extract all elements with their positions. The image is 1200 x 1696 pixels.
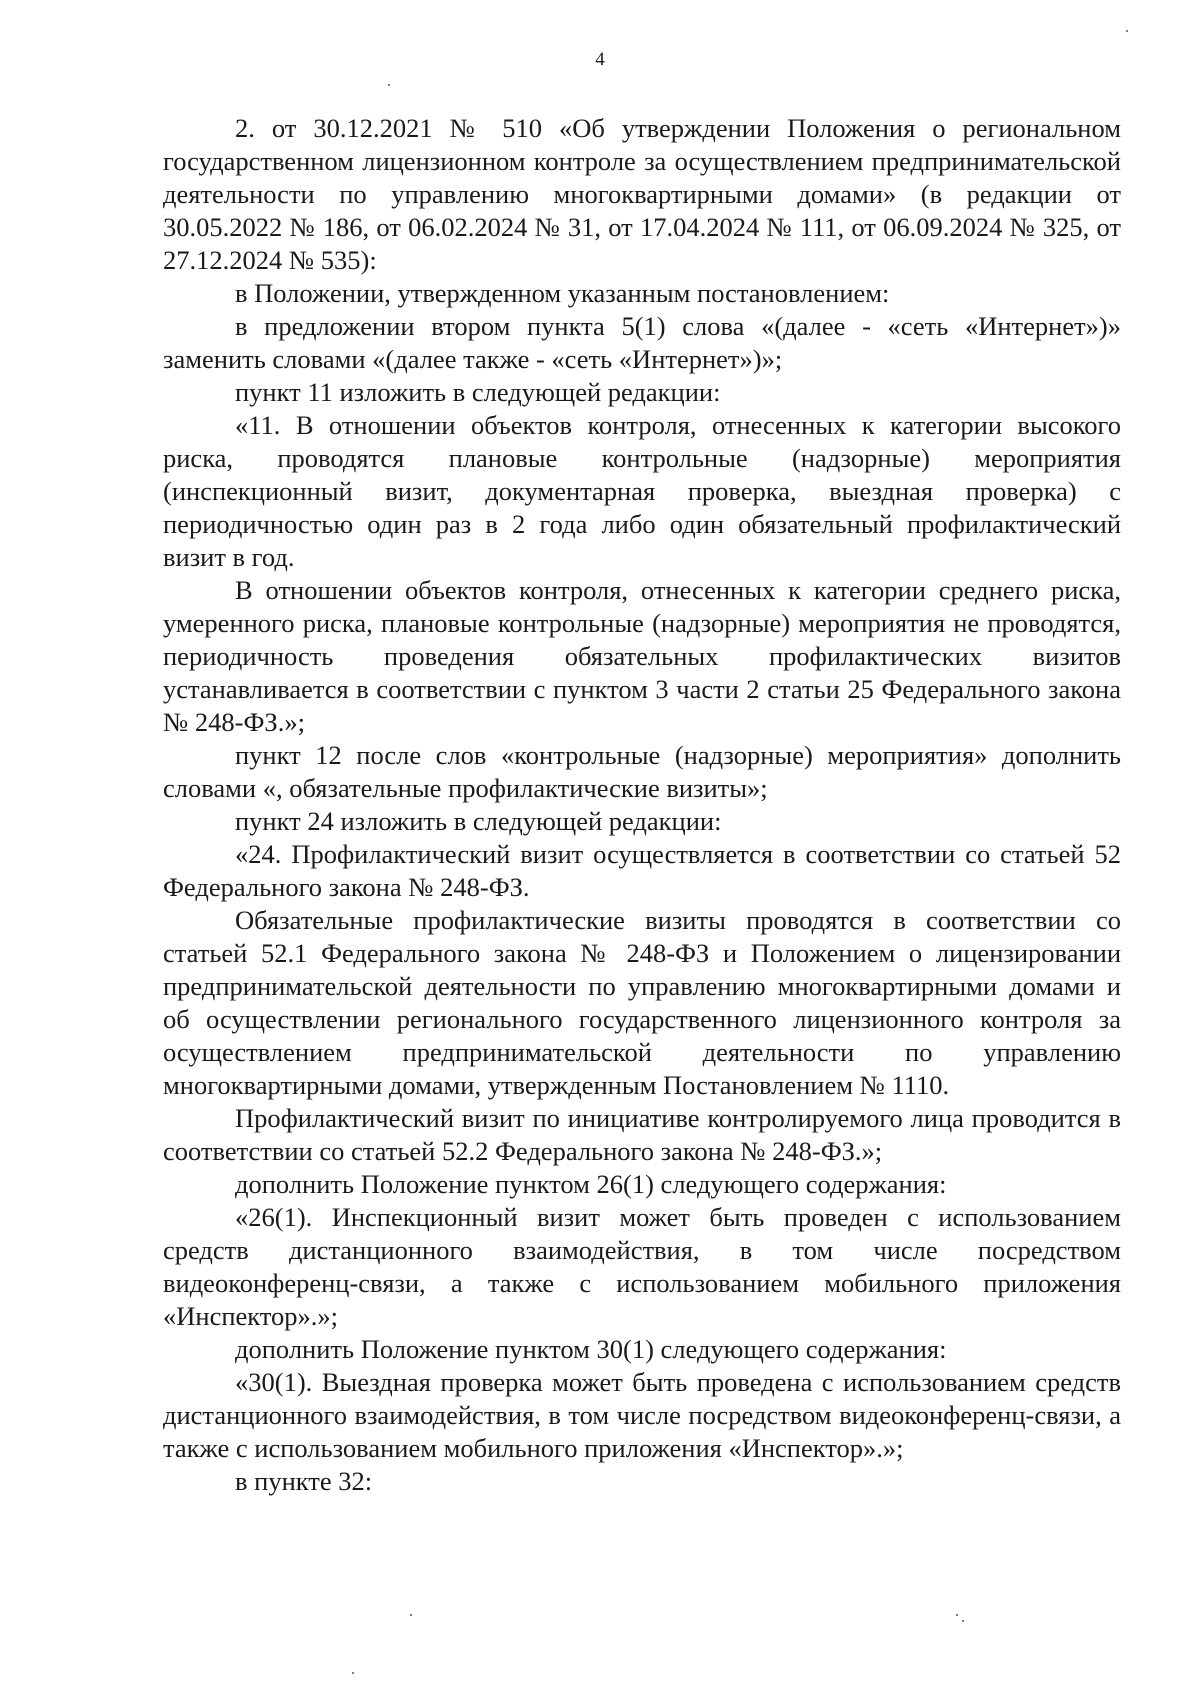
paragraph-point-12: пункт 12 после слов «контрольные (надзорные) мероприятия» дополнить словами «, обязательные профилактические визиты»; <box>163 740 1121 803</box>
paragraph-item-2: 2. от 30.12.2021 № 510 «Об утверждении Положения о региональном государственном лицензионном контроле за осуществлением предпринимательской деятельности по управлению многоквартирными домами» (в редакции от 30.05.2022 № 186, от 06.02.2024 № 31, от 17.04.2024 № 111, от 06.09.2024 № 325, от 27.12.2024 № 535): <box>163 113 1121 275</box>
paragraph-point-30-1-intro: дополнить Положение пунктом 30(1) следующего содержания: <box>235 1334 947 1364</box>
paragraph-point-26-1-text: «26(1). Инспекционный визит может быть проведен с использованием средств дистанционного взаимодействия, в том числе посредством видеоконференц-связи, а также с использованием мобильного приложения «Инспектор».»; <box>163 1202 1121 1331</box>
paragraph-point-24-text: «24. Профилактический визит осуществляется в соответствии со статьей 52 Федерального закона № 248-ФЗ. <box>163 839 1121 902</box>
paragraph-point-24-intro: пункт 24 изложить в следующей редакции: <box>235 806 722 836</box>
scan-speck <box>388 84 390 86</box>
paragraph-point-26-1-intro: дополнить Положение пунктом 26(1) следующего содержания: <box>235 1169 947 1199</box>
paragraph-point-32-intro: в пункте 32: <box>235 1466 373 1496</box>
paragraph-point-11-intro: пункт 11 изложить в следующей редакции: <box>235 377 721 407</box>
scan-speck <box>352 1672 354 1674</box>
scan-speck <box>1126 30 1128 32</box>
paragraph-polozhenie-intro: в Положении, утвержденном указанным постановлением: <box>235 278 890 308</box>
paragraph-point-11-medium-risk: В отношении объектов контроля, отнесенных к категории среднего риска, умеренного риска, плановые контрольные (надзорные) мероприятия не проводятся, периодичность проведения обязательных профилактических визитов устанавливается в соответствии с пунктом 3 части 2 статьи 25 Федерального закона № 248-ФЗ.»; <box>163 575 1121 737</box>
document-body <box>163 112 1121 1498</box>
paragraph-initiative-visit: Профилактический визит по инициативе контролируемого лица проводится в соответствии со статьей 52.2 Федерального закона № 248-ФЗ.»; <box>163 1103 1121 1166</box>
paragraph-point-5-1: в предложении втором пункта 5(1) слова «(далее - «сеть «Интернет»)» заменить словами «(далее также - «сеть «Интернет»)»; <box>163 311 1121 374</box>
scan-speck <box>962 1620 964 1622</box>
paragraph-point-30-1-text: «30(1). Выездная проверка может быть проведена с использованием средств дистанционного взаимодействия, в том числе посредством видеоконференц-связи, а также с использованием мобильного приложения «Инспектор».»; <box>163 1367 1121 1463</box>
paragraph-mandatory-visits: Обязательные профилактические визиты проводятся в соответствии со статьей 52.1 Федерального закона № 248-ФЗ и Положением о лицензировании предпринимательской деятельности по управлению многоквартирными домами и об осуществлении регионального государственного лицензионного контроля за осуществлением предпринимательской деятельности по управлению многоквартирными домами, утвержденным Постановлением № 1110. <box>163 905 1121 1100</box>
scan-speck <box>410 1614 412 1616</box>
page-number: 4 <box>595 49 605 70</box>
scan-speck <box>956 1614 958 1616</box>
paragraph-point-11-text: «11. В отношении объектов контроля, отнесенных к категории высокого риска, проводятся плановые контрольные (надзорные) мероприятия (инспекционный визит, документарная проверка, выездная проверка) с периодичностью один раз в 2 года либо один обязательный профилактический визит в год. <box>163 410 1121 572</box>
